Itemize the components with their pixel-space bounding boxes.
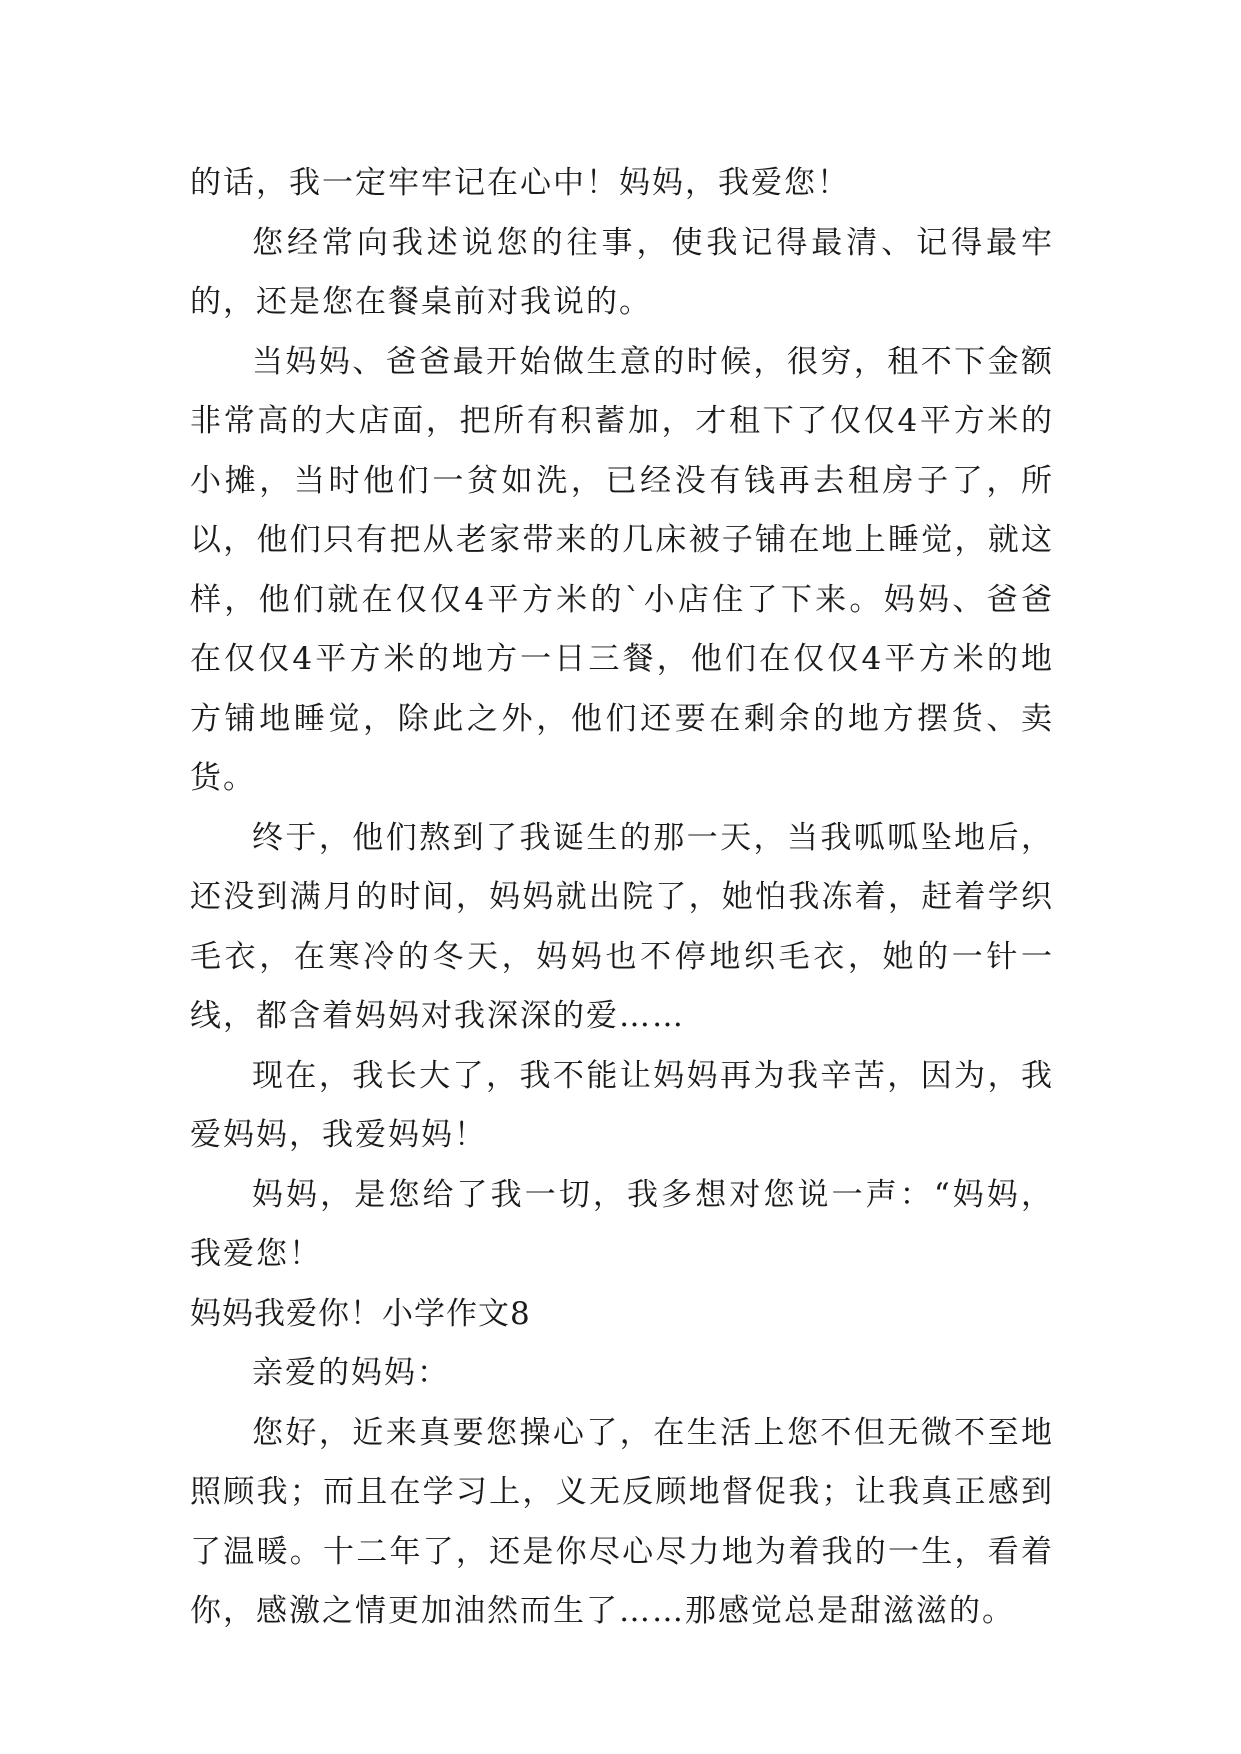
document-body: [190, 154, 1054, 1642]
paragraph-continuation: 的话，我一定牢牢记在心中！妈妈，我爱您！: [190, 165, 850, 201]
section-title: 妈妈我爱你！小学作文8: [190, 1295, 531, 1332]
paragraph: 您经常向我述说您的往事，使我记得最清、记得最牢的，还是您在餐桌前对我说的。: [190, 224, 1054, 320]
paragraph: 现在，我长大了，我不能让妈妈再为我辛苦，因为，我爱妈妈，我爱妈妈！: [190, 1057, 1054, 1153]
paragraph: 终于，他们熬到了我诞生的那一天，当我呱呱坠地后，还没到满月的时间，妈妈就出院了，她怕我冻着，赶着学织毛衣，在寒冷的冬天，妈妈也不停地织毛衣，她的一针一线，都含着妈妈对我深深的爱……: [190, 819, 1054, 1034]
paragraph: 妈妈，是您给了我一切，我多想对您说一声：“妈妈，我爱您！: [190, 1176, 1054, 1272]
paragraph: 当妈妈、爸爸最开始做生意的时候，很穷，租不下金额非常高的大店面，把所有积蓄加，才租下了仅仅4平方米的小摊，当时他们一贫如洗，已经没有钱再去租房子了，所以，他们只有把从老家带来的几床被子铺在地上睡觉，就这样，他们就在仅仅4平方米的`小店住了下来。妈妈、爸爸在仅仅4平方米的地方一日三餐，他们在仅仅4平方米的地方铺地睡觉，除此之外，他们还要在剩余的地方摆货、卖货。: [190, 343, 1054, 796]
paragraph: 您好，近来真要您操心了，在生活上您不但无微不至地照顾我；而且在学习上，义无反顾地督促我；让我真正感到了温暖。十二年了，还是你尽心尽力地为着我的一生，看着你，感激之情更加油然而生了……那感觉总是甜滋滋的。: [190, 1414, 1054, 1629]
letter-salutation: 亲爱的妈妈：: [252, 1355, 450, 1391]
